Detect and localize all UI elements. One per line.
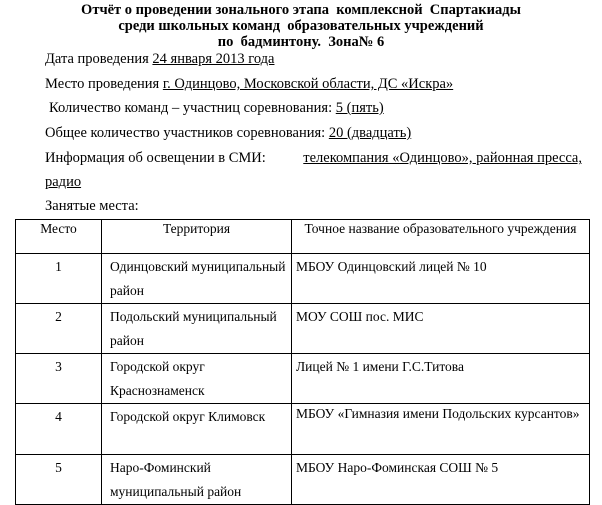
- teams-value: 5 (пять): [335, 100, 384, 116]
- cell-territory: Городской округ Климовск: [102, 404, 292, 455]
- date-line: [45, 50, 274, 68]
- title-line-3: [0, 34, 602, 50]
- report-title: [0, 2, 602, 50]
- cell-place: 5: [16, 455, 102, 505]
- cell-territory: Подольский муниципальный район: [102, 304, 292, 354]
- title-zone: Зона№ 6: [328, 34, 385, 50]
- place-label: Место проведения: [45, 76, 163, 92]
- date-label: Дата проведения: [45, 51, 153, 67]
- header-territory: Территория: [102, 220, 292, 254]
- cell-territory: Городской округ Краснознаменск: [102, 354, 292, 404]
- cell-school: МБОУ Одинцовский лицей № 10: [292, 254, 590, 304]
- date-value: 24 января 2013 года: [152, 51, 275, 67]
- place-line: [45, 75, 453, 93]
- participants-line: [45, 124, 411, 142]
- table-header-row: [16, 220, 590, 254]
- cell-place: 4: [16, 404, 102, 455]
- cell-place: 1: [16, 254, 102, 304]
- title-sport: по бадминтону.: [217, 34, 322, 50]
- teams-label: Количество команд – участниц соревнования:: [49, 100, 336, 116]
- cell-place: 2: [16, 304, 102, 354]
- media-label: Информация об освещении в СМИ:: [45, 150, 266, 166]
- media-line-2: [45, 173, 81, 191]
- title-line-2: среди школьных команд образовательных учреждений: [118, 18, 484, 34]
- media-line: [45, 149, 582, 167]
- teams-line: [49, 99, 384, 117]
- cell-school: МОУ СОШ пос. МИС: [292, 304, 590, 354]
- cell-school: Лицей № 1 имени Г.С.Титова: [292, 354, 590, 404]
- header-school: Точное название образовательного учреждения: [292, 220, 590, 254]
- media-value-line-2: радио: [45, 174, 82, 190]
- participants-value: 20 (двадцать): [328, 125, 412, 141]
- cell-school: МБОУ Наро-Фоминская СОШ № 5: [292, 455, 590, 505]
- table-row: [16, 404, 590, 455]
- table-row: [16, 304, 590, 354]
- places-label: Занятые места:: [45, 198, 139, 214]
- results-table: [15, 219, 590, 505]
- cell-territory: Наро-Фоминский муниципальный район: [102, 455, 292, 505]
- cell-place: 3: [16, 354, 102, 404]
- title-line-1: Отчёт о проведении зонального этапа комплексной Спартакиады: [81, 2, 521, 18]
- table-row: [16, 455, 590, 505]
- table-row: [16, 254, 590, 304]
- media-value-line-1: телекомпания «Одинцово», районная пресса,: [303, 150, 582, 166]
- place-value: г. Одинцово, Московской области, ДС «Искра»: [162, 76, 454, 92]
- header-place: Место: [16, 220, 102, 254]
- cell-territory: Одинцовский муниципальный район: [102, 254, 292, 304]
- cell-school: МБОУ «Гимназия имени Подольских курсантов»: [292, 404, 590, 455]
- table-row: [16, 354, 590, 404]
- participants-label: Общее количество участников соревнования:: [45, 125, 329, 141]
